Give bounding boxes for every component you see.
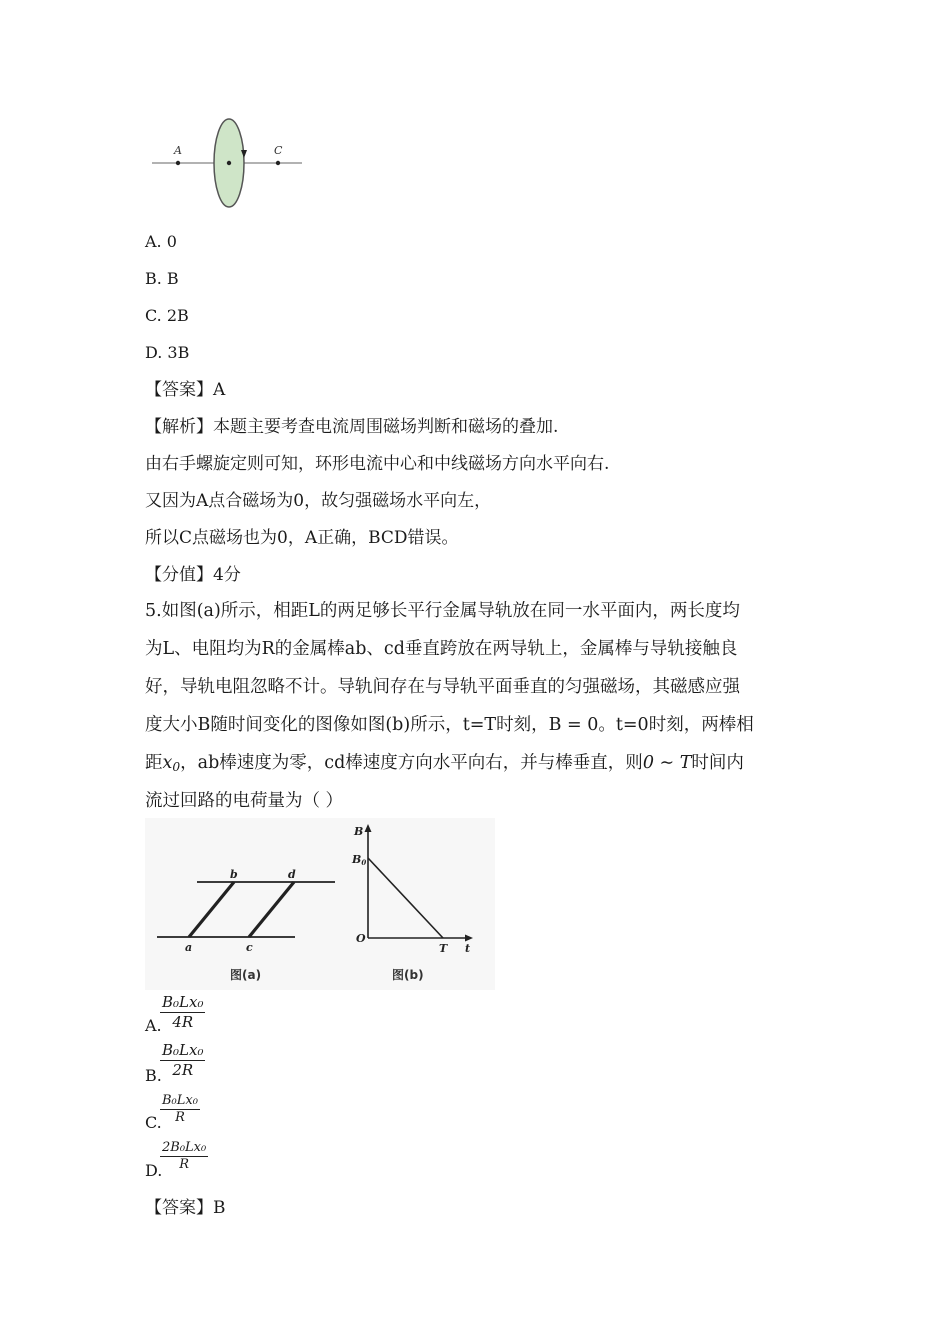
q4-analysis-1: 【解析】本题主要考查电流周围磁场判断和磁场的叠加. — [145, 417, 559, 437]
axis-label-t: t — [465, 942, 471, 955]
rails-and-graph-figure — [145, 818, 495, 990]
q5-option-d-fraction: $\frac{\text{2B₀Lx₀}}{R}$ — [162, 1140, 207, 1172]
axis-label-B0: B0 — [352, 853, 367, 867]
label-d-small: d — [288, 868, 296, 881]
label-c: C — [274, 144, 283, 157]
q5-option-b-label: B. — [145, 1066, 162, 1085]
time-range: 0 ∼ T — [642, 753, 692, 773]
q5-option-a-fraction: $\frac{\text{B₀Lx₀}}{4R}$ — [162, 993, 204, 1031]
q5-line-1: 5.如图(a)所示，相距L的两足够长平行金属导轨放在同一水平面内，两长度均 — [145, 601, 740, 621]
q5-line-4: 度大小B随时间变化的图像如图(b)所示，t=T时刻，B = 0。t=0时刻，两棒相 — [145, 715, 754, 735]
q5-option-b-fraction: $\frac{\text{B₀Lx₀}}{2R}$ — [162, 1041, 204, 1079]
q4-score: 【分值】4分 — [145, 565, 241, 585]
label-b-small: b — [230, 868, 238, 881]
label-a: A — [174, 144, 182, 157]
q5-line-5 — [145, 752, 744, 778]
axis-label-O: O — [356, 932, 366, 945]
q4-analysis-3: 又因为A点合磁场为0，故匀强磁场水平向左， — [145, 491, 492, 511]
q5-option-c-label: C. — [145, 1113, 162, 1132]
q5-line-3: 好，导轨电阻忽略不计。导轨间存在与导轨平面垂直的匀强磁场，其磁感应强 — [145, 677, 740, 697]
axis-label-B: B — [354, 825, 364, 838]
ring-current-figure — [140, 110, 320, 220]
q5-answer: 【答案】B — [145, 1198, 226, 1218]
q4-answer: 【答案】A — [145, 380, 226, 400]
q5-line-5-post: 时间内 — [691, 753, 744, 773]
q5-line-6: 流过回路的电荷量为（ ） — [145, 791, 344, 811]
q4-analysis-2: 由右手螺旋定则可知，环形电流中心和中线磁场方向水平向右. — [145, 454, 610, 474]
x0-symbol: $x_0$ — [162, 753, 181, 775]
caption-b: 图(b) — [392, 968, 424, 982]
point-c — [276, 161, 280, 165]
label-c-small: c — [246, 941, 253, 954]
q5-line-5-mid: ，ab棒速度为零，cd棒速度方向水平向右，并与棒垂直，则 — [180, 753, 643, 773]
q5-line-5-pre: 距 — [145, 753, 163, 773]
q5-option-c-fraction: $\frac{\text{B₀Lx₀}}{R}$ — [162, 1093, 198, 1125]
q5-line-2: 为L、电阻均为R的金属棒ab、cd垂直跨放在两导轨上，金属棒与导轨接触良 — [145, 639, 738, 659]
q4-option-b: B. B — [145, 269, 179, 288]
q4-option-a: A. 0 — [145, 232, 177, 251]
label-a-small: a — [185, 941, 193, 954]
q5-option-a-label: A. — [145, 1016, 162, 1035]
point-a — [176, 161, 180, 165]
q5-option-d-label: D. — [145, 1161, 163, 1180]
caption-a: 图(a) — [230, 968, 262, 982]
axis-label-T: T — [439, 942, 448, 955]
q4-option-c: C. 2B — [145, 306, 189, 325]
q4-analysis-4: 所以C点磁场也为0，A正确，BCD错误。 — [145, 528, 459, 548]
ring-center-point — [227, 161, 231, 165]
q4-option-d: D. 3B — [145, 343, 190, 362]
